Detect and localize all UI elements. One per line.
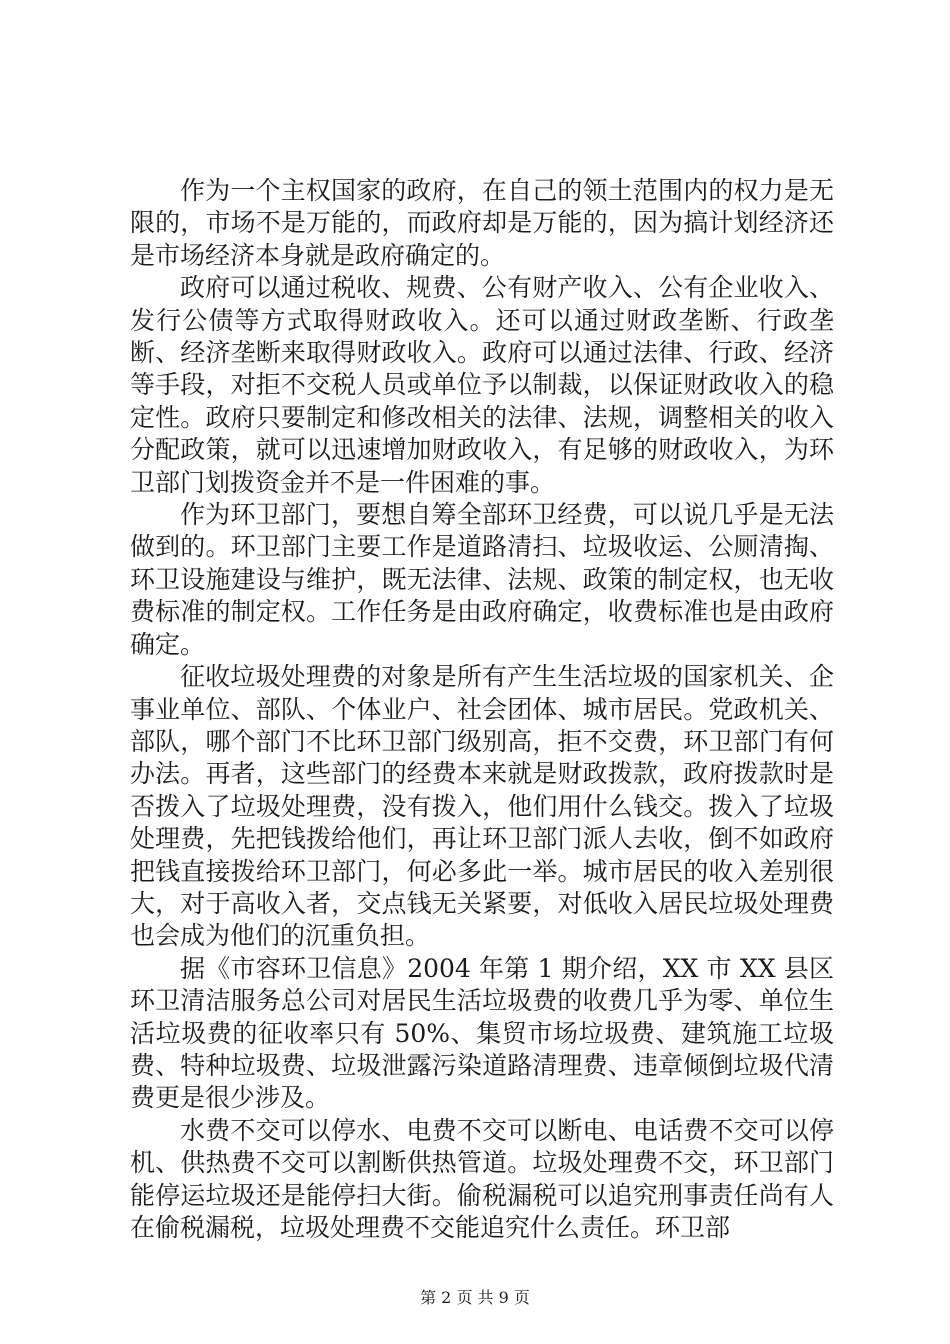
document-body: [130, 175, 834, 1244]
page-number-footer: 第 2 页 共 9 页: [420, 1288, 530, 1307]
paragraph-6: 水费不交可以停水、电费不交可以断电、电话费不交可以停机、供热费不交可以割断供热管道。垃圾处理费不交，环卫部门能停运垃圾还是能停扫大街。偷税漏税可以追究刑事责任尚有人在偷税漏税，垃圾处理费不交能追究什么责任。环卫部: [130, 1115, 834, 1242]
paragraph-1: 作为一个主权国家的政府，在自己的领土范围内的权力是无限的，市场不是万能的，而政府却是万能的，因为搞计划经济还是市场经济本身就是政府确定的。: [130, 176, 834, 270]
paragraph-3: 作为环卫部门，要想自筹全部环卫经费，可以说几乎是无法做到的。环卫部门主要工作是道路清扫、垃圾收运、公厕清掏、环卫设施建设与维护，既无法律、法规、政策的制定权，也无收费标准的制定权。工作任务是由政府确定，收费标准也是由政府确定。: [130, 500, 834, 659]
paragraph-4: 征收垃圾处理费的对象是所有产生生活垃圾的国家机关、企事业单位、部队、个体业户、社会团体、城市居民。党政机关、部队，哪个部门不比环卫部门级别高，拒不交费，环卫部门有何办法。再者，这些部门的经费本来就是财政拨款，政府拨款时是否拨入了垃圾处理费，没有拨入，他们用什么钱交。拨入了垃圾处理费，先把钱拨给他们，再让环卫部门派人去收，倒不如政府把钱直接拨给环卫部门，何必多此一举。城市居民的收入差别很大，对于高收入者，交点钱无关紧要，对低收入居民垃圾处理费也会成为他们的沉重负担。: [130, 662, 834, 951]
paragraph-5: 据《市容环卫信息》2004 年第 1 期介绍，XX 市 XX 县区环卫清洁服务总公司对居民生活垃圾费的收费几乎为零、单位生活垃圾费的征收率只有 50%、集贸市场垃圾费、建筑施工垃圾费、特种垃圾费、垃圾泄露污染道路清理费、违章倾倒垃圾代清费更是很少涉及。: [130, 953, 834, 1113]
paragraph-2: 政府可以通过税收、规费、公有财产收入、公有企业收入、发行公债等方式取得财政收入。还可以通过财政垄断、行政垄断、经济垄断来取得财政收入。政府可以通过法律、行政、经济等手段，对拒不交税人员或单位予以制裁，以保证财政收入的稳定性。政府只要制定和修改相关的法律、法规，调整相关的收入分配政策，就可以迅速增加财政收入，有足够的财政收入，为环卫部门划拨资金并不是一件困难的事。: [130, 273, 834, 497]
